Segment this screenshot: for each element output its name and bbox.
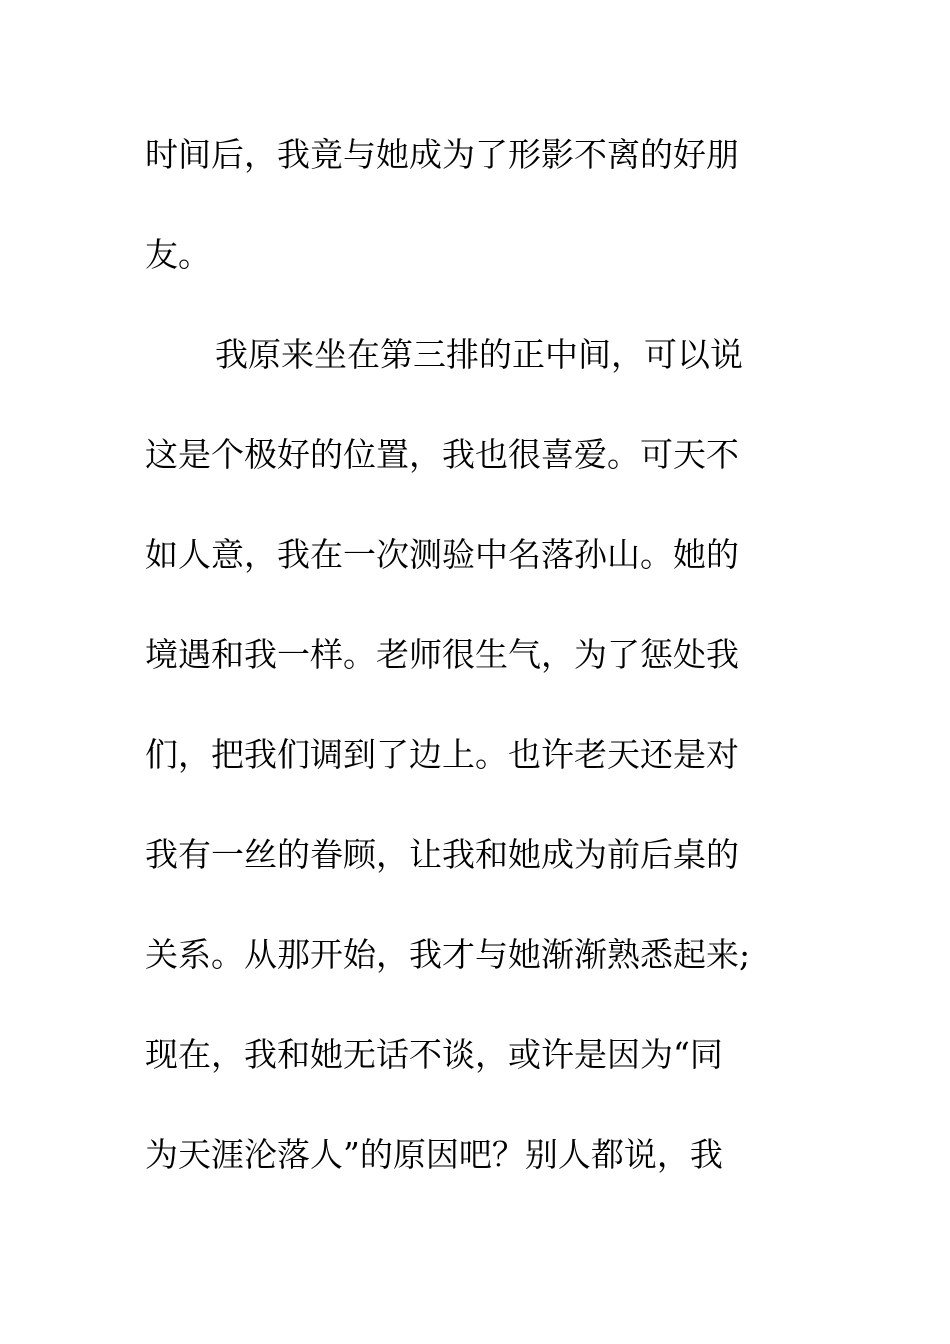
- text-line-9: 关系。从那开始，我才与她渐渐熟悉起来;: [145, 935, 751, 974]
- text-line-4: 这是个极好的位置，我也很喜爱。可天不: [145, 435, 739, 474]
- text-line-2: 友。: [145, 235, 211, 274]
- paragraph-start-line: 我原来坐在第三排的正中间，可以说: [215, 335, 743, 374]
- text-line-5: 如人意，我在一次测验中名落孙山。她的: [145, 535, 739, 574]
- text-line-6: 境遇和我一样。老师很生气，为了惩处我: [145, 635, 739, 674]
- body-text: [145, 125, 805, 1225]
- text-line-7: 们，把我们调到了边上。也许老天还是对: [145, 735, 739, 774]
- text-line-10: 现在，我和她无话不谈，或许是因为“同: [145, 1035, 723, 1074]
- text-line-1: 时间后，我竟与她成为了形影不离的好朋: [145, 135, 739, 174]
- text-line-8: 我有一丝的眷顾，让我和她成为前后桌的: [145, 835, 739, 874]
- text-line-11: 为天涯沦落人”的原因吧？别人都说，我: [145, 1135, 723, 1174]
